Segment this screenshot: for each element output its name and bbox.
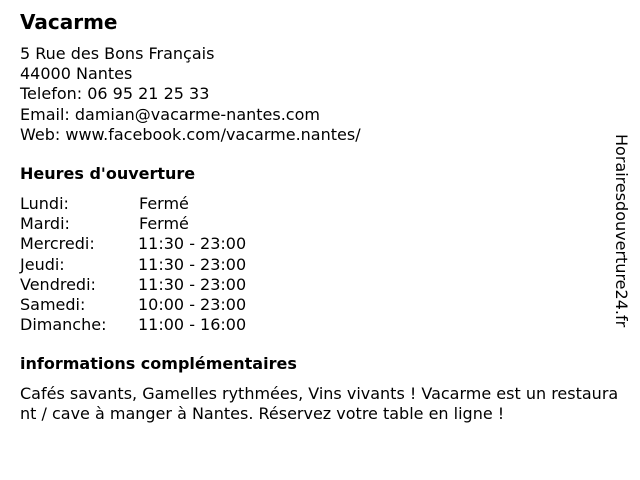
day-hours: 11:30 - 23:00 (138, 254, 247, 274)
email-line: Email: damian@vacarme-nantes.com (20, 104, 320, 124)
day-label: Vendredi: (20, 274, 96, 294)
day-label: Lundi: (20, 194, 69, 213)
web-line: Web: www.facebook.com/vacarme.nantes/ (20, 124, 361, 144)
day-label: Mardi: (20, 214, 70, 234)
day-hours: 11:30 - 23:00 (138, 234, 247, 254)
business-name: Vacarme (20, 10, 118, 34)
opening-hours-heading: Heures d'ouverture (20, 164, 196, 183)
day-hours: Fermé (139, 194, 189, 213)
site-watermark: Horairesdouverture24.fr (612, 134, 631, 328)
day-hours: Fermé (139, 214, 189, 234)
phone-line: Telefon: 06 95 21 25 33 (20, 84, 210, 104)
additional-info-text: Cafés savants, Gamelles rythmées, Vins vivants ! Vacarme est un restaurant / cave à manger à Nantes. Réservez votre table en ligne ! (20, 384, 619, 424)
day-hours: 11:30 - 23:00 (138, 274, 247, 294)
day-hours: 11:00 - 16:00 (138, 315, 247, 335)
day-label: Mercredi: (20, 234, 95, 254)
day-hours: 10:00 - 23:00 (138, 294, 247, 314)
street-address: 5 Rue des Bons Français (20, 44, 215, 63)
day-label: Dimanche: (20, 315, 107, 335)
contact-block (20, 44, 361, 145)
additional-info-heading: informations complémentaires (20, 354, 297, 373)
day-label: Jeudi: (20, 254, 65, 274)
city-postcode: 44000 Nantes (20, 64, 133, 84)
day-label: Samedi: (20, 294, 86, 314)
